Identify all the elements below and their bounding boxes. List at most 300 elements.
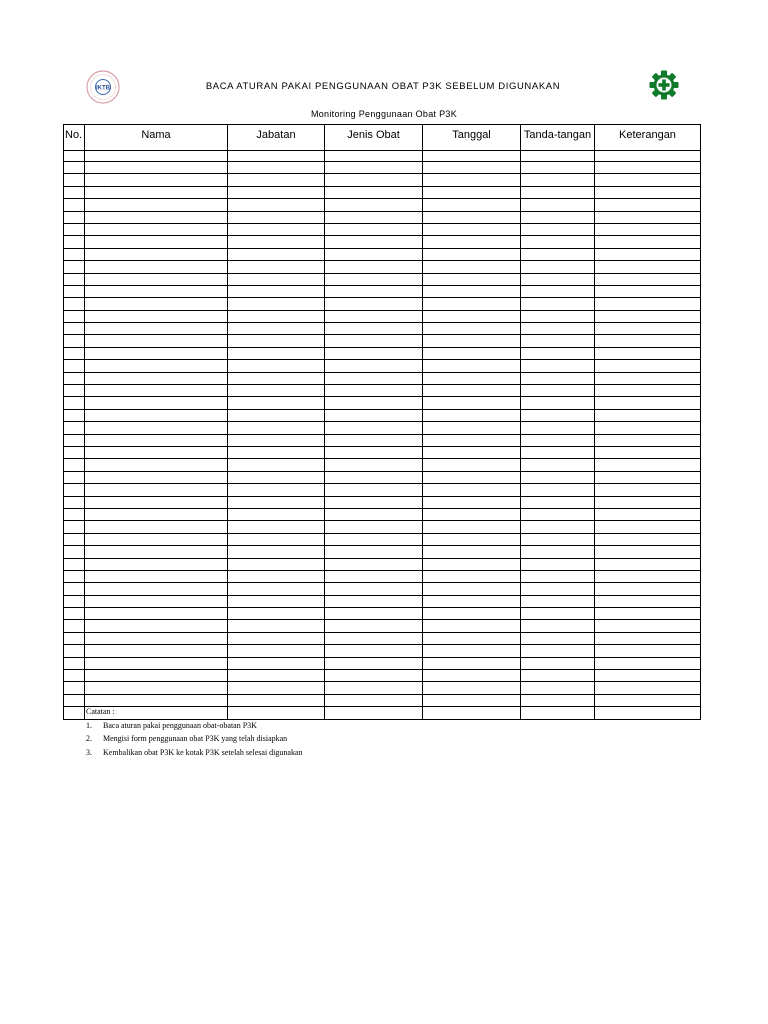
table-cell[interactable]	[423, 459, 521, 471]
table-cell[interactable]	[423, 199, 521, 211]
table-cell[interactable]	[228, 645, 325, 657]
table-cell[interactable]	[228, 459, 325, 471]
table-cell[interactable]	[423, 323, 521, 335]
table-cell[interactable]	[521, 335, 595, 347]
table-cell[interactable]	[325, 546, 423, 558]
table-cell[interactable]	[595, 151, 701, 162]
table-cell[interactable]	[325, 694, 423, 706]
table-cell[interactable]	[521, 174, 595, 186]
table-cell[interactable]	[325, 273, 423, 285]
table-cell[interactable]	[325, 508, 423, 520]
table-cell[interactable]	[325, 570, 423, 582]
table-cell[interactable]	[64, 211, 85, 223]
table-cell[interactable]	[595, 310, 701, 322]
table-cell[interactable]	[595, 682, 701, 694]
table-cell[interactable]	[64, 508, 85, 520]
table-cell[interactable]	[64, 285, 85, 297]
table-cell[interactable]	[228, 521, 325, 533]
table-cell[interactable]	[64, 409, 85, 421]
table-cell[interactable]	[64, 335, 85, 347]
table-cell[interactable]	[64, 397, 85, 409]
table-cell[interactable]	[423, 397, 521, 409]
table-cell[interactable]	[423, 434, 521, 446]
table-cell[interactable]	[595, 162, 701, 174]
table-cell[interactable]	[228, 595, 325, 607]
table-cell[interactable]	[595, 434, 701, 446]
table-cell[interactable]	[85, 471, 228, 483]
table-cell[interactable]	[85, 446, 228, 458]
table-cell[interactable]	[228, 533, 325, 545]
table-cell[interactable]	[228, 422, 325, 434]
table-cell[interactable]	[595, 347, 701, 359]
table-cell[interactable]	[325, 397, 423, 409]
table-cell[interactable]	[325, 632, 423, 644]
table-cell[interactable]	[521, 434, 595, 446]
table-cell[interactable]	[521, 645, 595, 657]
table-cell[interactable]	[85, 422, 228, 434]
table-cell[interactable]	[228, 285, 325, 297]
table-cell[interactable]	[325, 496, 423, 508]
table-cell[interactable]	[64, 186, 85, 198]
table-cell[interactable]	[595, 657, 701, 669]
table-cell[interactable]	[228, 508, 325, 520]
table-cell[interactable]	[423, 223, 521, 235]
table-cell[interactable]	[423, 496, 521, 508]
table-cell[interactable]	[423, 422, 521, 434]
table-cell[interactable]	[325, 608, 423, 620]
table-cell[interactable]	[228, 620, 325, 632]
table-cell[interactable]	[85, 372, 228, 384]
table-cell[interactable]	[85, 682, 228, 694]
table-cell[interactable]	[521, 496, 595, 508]
table-cell[interactable]	[228, 471, 325, 483]
table-cell[interactable]	[85, 397, 228, 409]
table-cell[interactable]	[85, 496, 228, 508]
table-cell[interactable]	[521, 682, 595, 694]
table-cell[interactable]	[228, 199, 325, 211]
table-cell[interactable]	[521, 546, 595, 558]
table-cell[interactable]	[64, 434, 85, 446]
table-cell[interactable]	[64, 310, 85, 322]
table-cell[interactable]	[325, 199, 423, 211]
table-cell[interactable]	[228, 335, 325, 347]
table-cell[interactable]	[325, 521, 423, 533]
table-cell[interactable]	[521, 298, 595, 310]
table-cell[interactable]	[228, 484, 325, 496]
table-cell[interactable]	[325, 533, 423, 545]
table-cell[interactable]	[85, 285, 228, 297]
table-cell[interactable]	[521, 694, 595, 706]
table-cell[interactable]	[85, 236, 228, 248]
table-cell[interactable]	[64, 546, 85, 558]
table-cell[interactable]	[64, 595, 85, 607]
table-cell[interactable]	[423, 620, 521, 632]
table-cell[interactable]	[521, 261, 595, 273]
table-cell[interactable]	[325, 707, 423, 719]
table-cell[interactable]	[325, 385, 423, 397]
table-cell[interactable]	[325, 595, 423, 607]
table-cell[interactable]	[595, 422, 701, 434]
table-cell[interactable]	[64, 199, 85, 211]
table-cell[interactable]	[85, 347, 228, 359]
table-cell[interactable]	[64, 583, 85, 595]
table-cell[interactable]	[85, 323, 228, 335]
table-cell[interactable]	[595, 632, 701, 644]
table-cell[interactable]	[85, 608, 228, 620]
table-cell[interactable]	[521, 162, 595, 174]
table-cell[interactable]	[521, 583, 595, 595]
table-cell[interactable]	[64, 273, 85, 285]
table-cell[interactable]	[423, 595, 521, 607]
table-cell[interactable]	[85, 670, 228, 682]
table-cell[interactable]	[325, 335, 423, 347]
table-cell[interactable]	[325, 360, 423, 372]
table-cell[interactable]	[521, 608, 595, 620]
table-cell[interactable]	[595, 211, 701, 223]
table-cell[interactable]	[423, 372, 521, 384]
table-cell[interactable]	[85, 558, 228, 570]
table-cell[interactable]	[228, 298, 325, 310]
table-cell[interactable]	[64, 248, 85, 260]
table-cell[interactable]	[595, 707, 701, 719]
table-cell[interactable]	[64, 446, 85, 458]
table-cell[interactable]	[521, 186, 595, 198]
table-cell[interactable]	[228, 273, 325, 285]
table-cell[interactable]	[228, 248, 325, 260]
table-cell[interactable]	[595, 223, 701, 235]
table-cell[interactable]	[85, 223, 228, 235]
table-cell[interactable]	[521, 595, 595, 607]
table-cell[interactable]	[228, 261, 325, 273]
table-cell[interactable]	[521, 422, 595, 434]
table-cell[interactable]	[521, 223, 595, 235]
table-cell[interactable]	[85, 248, 228, 260]
table-cell[interactable]	[595, 620, 701, 632]
table-cell[interactable]	[85, 657, 228, 669]
table-cell[interactable]	[325, 422, 423, 434]
table-cell[interactable]	[228, 558, 325, 570]
table-cell[interactable]	[325, 151, 423, 162]
table-cell[interactable]	[423, 236, 521, 248]
table-cell[interactable]	[595, 298, 701, 310]
table-cell[interactable]	[595, 372, 701, 384]
table-cell[interactable]	[521, 657, 595, 669]
table-cell[interactable]	[228, 583, 325, 595]
table-cell[interactable]	[521, 360, 595, 372]
table-cell[interactable]	[325, 620, 423, 632]
table-cell[interactable]	[521, 236, 595, 248]
table-cell[interactable]	[423, 608, 521, 620]
table-cell[interactable]	[85, 645, 228, 657]
table-cell[interactable]	[325, 484, 423, 496]
table-cell[interactable]	[595, 385, 701, 397]
table-cell[interactable]	[521, 484, 595, 496]
table-cell[interactable]	[228, 496, 325, 508]
table-cell[interactable]	[64, 422, 85, 434]
table-cell[interactable]	[228, 162, 325, 174]
table-cell[interactable]	[423, 670, 521, 682]
table-cell[interactable]	[228, 682, 325, 694]
table-cell[interactable]	[423, 546, 521, 558]
table-cell[interactable]	[325, 347, 423, 359]
table-cell[interactable]	[325, 186, 423, 198]
table-cell[interactable]	[228, 670, 325, 682]
table-cell[interactable]	[64, 323, 85, 335]
table-cell[interactable]	[228, 570, 325, 582]
table-cell[interactable]	[521, 285, 595, 297]
table-cell[interactable]	[595, 323, 701, 335]
table-cell[interactable]	[85, 484, 228, 496]
table-cell[interactable]	[521, 310, 595, 322]
table-cell[interactable]	[423, 484, 521, 496]
table-cell[interactable]	[423, 273, 521, 285]
table-cell[interactable]	[325, 261, 423, 273]
table-cell[interactable]	[228, 446, 325, 458]
table-cell[interactable]	[64, 298, 85, 310]
table-cell[interactable]	[64, 496, 85, 508]
table-cell[interactable]	[228, 323, 325, 335]
table-cell[interactable]	[423, 335, 521, 347]
table-cell[interactable]	[85, 385, 228, 397]
table-cell[interactable]	[423, 409, 521, 421]
table-cell[interactable]	[228, 372, 325, 384]
table-cell[interactable]	[64, 236, 85, 248]
table-cell[interactable]	[423, 645, 521, 657]
table-cell[interactable]	[423, 347, 521, 359]
table-cell[interactable]	[595, 496, 701, 508]
table-cell[interactable]	[228, 632, 325, 644]
table-cell[interactable]	[423, 174, 521, 186]
table-cell[interactable]	[228, 186, 325, 198]
table-cell[interactable]	[85, 546, 228, 558]
table-cell[interactable]	[423, 533, 521, 545]
table-cell[interactable]	[64, 632, 85, 644]
table-cell[interactable]	[325, 372, 423, 384]
table-cell[interactable]	[64, 459, 85, 471]
table-cell[interactable]	[423, 682, 521, 694]
table-cell[interactable]	[423, 583, 521, 595]
table-cell[interactable]	[325, 211, 423, 223]
table-cell[interactable]	[85, 409, 228, 421]
table-cell[interactable]	[64, 360, 85, 372]
table-cell[interactable]	[325, 583, 423, 595]
table-cell[interactable]	[85, 459, 228, 471]
table-cell[interactable]	[521, 446, 595, 458]
table-cell[interactable]	[228, 657, 325, 669]
table-cell[interactable]	[228, 347, 325, 359]
table-cell[interactable]	[325, 310, 423, 322]
table-cell[interactable]	[423, 694, 521, 706]
table-cell[interactable]	[325, 236, 423, 248]
table-cell[interactable]	[595, 508, 701, 520]
table-cell[interactable]	[228, 397, 325, 409]
table-cell[interactable]	[228, 211, 325, 223]
table-cell[interactable]	[521, 397, 595, 409]
table-cell[interactable]	[228, 236, 325, 248]
table-cell[interactable]	[595, 236, 701, 248]
table-cell[interactable]	[85, 186, 228, 198]
table-cell[interactable]	[521, 372, 595, 384]
table-cell[interactable]	[85, 360, 228, 372]
table-cell[interactable]	[325, 670, 423, 682]
table-cell[interactable]	[85, 434, 228, 446]
table-cell[interactable]	[64, 707, 85, 719]
table-cell[interactable]	[521, 471, 595, 483]
table-cell[interactable]	[423, 211, 521, 223]
table-cell[interactable]	[85, 620, 228, 632]
table-cell[interactable]	[64, 521, 85, 533]
table-cell[interactable]	[521, 521, 595, 533]
table-cell[interactable]	[64, 620, 85, 632]
table-cell[interactable]	[85, 298, 228, 310]
table-cell[interactable]	[64, 484, 85, 496]
table-cell[interactable]	[64, 645, 85, 657]
table-cell[interactable]	[595, 199, 701, 211]
table-cell[interactable]	[595, 397, 701, 409]
table-cell[interactable]	[595, 446, 701, 458]
table-cell[interactable]	[595, 595, 701, 607]
table-cell[interactable]	[85, 335, 228, 347]
table-cell[interactable]	[521, 459, 595, 471]
table-cell[interactable]	[85, 273, 228, 285]
table-cell[interactable]	[595, 261, 701, 273]
table-cell[interactable]	[423, 285, 521, 297]
table-cell[interactable]	[521, 151, 595, 162]
table-cell[interactable]	[423, 558, 521, 570]
table-cell[interactable]	[521, 620, 595, 632]
table-cell[interactable]	[64, 694, 85, 706]
table-cell[interactable]	[595, 273, 701, 285]
table-cell[interactable]	[595, 409, 701, 421]
table-cell[interactable]	[85, 261, 228, 273]
table-cell[interactable]	[85, 508, 228, 520]
table-cell[interactable]	[228, 608, 325, 620]
table-cell[interactable]	[595, 608, 701, 620]
table-cell[interactable]	[423, 570, 521, 582]
table-cell[interactable]	[595, 186, 701, 198]
table-cell[interactable]	[85, 533, 228, 545]
table-cell[interactable]	[521, 570, 595, 582]
table-cell[interactable]	[423, 471, 521, 483]
table-cell[interactable]	[521, 707, 595, 719]
table-cell[interactable]	[595, 248, 701, 260]
table-cell[interactable]	[64, 372, 85, 384]
table-cell[interactable]	[521, 558, 595, 570]
table-cell[interactable]	[228, 360, 325, 372]
table-cell[interactable]	[423, 310, 521, 322]
table-cell[interactable]	[423, 657, 521, 669]
table-cell[interactable]	[325, 162, 423, 174]
table-cell[interactable]	[423, 151, 521, 162]
table-cell[interactable]	[595, 583, 701, 595]
table-cell[interactable]	[521, 409, 595, 421]
table-cell[interactable]	[325, 174, 423, 186]
table-cell[interactable]	[595, 174, 701, 186]
table-cell[interactable]	[325, 558, 423, 570]
table-cell[interactable]	[85, 174, 228, 186]
table-cell[interactable]	[521, 248, 595, 260]
table-cell[interactable]	[85, 199, 228, 211]
table-cell[interactable]	[85, 151, 228, 162]
table-cell[interactable]	[325, 459, 423, 471]
table-cell[interactable]	[423, 508, 521, 520]
table-cell[interactable]	[595, 521, 701, 533]
table-cell[interactable]	[521, 533, 595, 545]
table-cell[interactable]	[64, 223, 85, 235]
table-cell[interactable]	[85, 521, 228, 533]
table-cell[interactable]	[521, 508, 595, 520]
table-cell[interactable]	[325, 446, 423, 458]
table-cell[interactable]	[325, 409, 423, 421]
table-cell[interactable]	[325, 657, 423, 669]
table-cell[interactable]	[64, 174, 85, 186]
table-cell[interactable]	[595, 459, 701, 471]
table-cell[interactable]	[228, 434, 325, 446]
table-cell[interactable]	[521, 273, 595, 285]
table-cell[interactable]	[595, 335, 701, 347]
table-cell[interactable]	[423, 632, 521, 644]
table-cell[interactable]	[64, 162, 85, 174]
table-cell[interactable]	[228, 223, 325, 235]
table-cell[interactable]	[64, 570, 85, 582]
table-cell[interactable]	[64, 533, 85, 545]
table-cell[interactable]	[595, 533, 701, 545]
table-cell[interactable]	[64, 385, 85, 397]
table-cell[interactable]	[521, 211, 595, 223]
table-cell[interactable]	[64, 670, 85, 682]
table-cell[interactable]	[228, 409, 325, 421]
table-cell[interactable]	[64, 261, 85, 273]
table-cell[interactable]	[64, 151, 85, 162]
table-cell[interactable]	[423, 707, 521, 719]
table-cell[interactable]	[595, 471, 701, 483]
table-cell[interactable]	[595, 546, 701, 558]
table-cell[interactable]	[423, 162, 521, 174]
table-cell[interactable]	[325, 434, 423, 446]
table-cell[interactable]	[423, 446, 521, 458]
table-cell[interactable]	[64, 682, 85, 694]
table-cell[interactable]	[325, 285, 423, 297]
table-cell[interactable]	[423, 521, 521, 533]
table-cell[interactable]	[423, 248, 521, 260]
table-cell[interactable]	[521, 199, 595, 211]
table-cell[interactable]	[423, 360, 521, 372]
table-cell[interactable]	[64, 657, 85, 669]
table-cell[interactable]	[228, 174, 325, 186]
table-cell[interactable]	[325, 298, 423, 310]
table-cell[interactable]	[85, 162, 228, 174]
table-cell[interactable]	[85, 632, 228, 644]
table-cell[interactable]	[595, 558, 701, 570]
table-cell[interactable]	[595, 570, 701, 582]
table-cell[interactable]	[423, 385, 521, 397]
table-cell[interactable]	[521, 385, 595, 397]
table-cell[interactable]	[423, 261, 521, 273]
table-cell[interactable]	[325, 682, 423, 694]
table-cell[interactable]	[85, 310, 228, 322]
table-cell[interactable]	[521, 632, 595, 644]
table-cell[interactable]	[595, 645, 701, 657]
table-cell[interactable]	[325, 248, 423, 260]
table-cell[interactable]	[64, 347, 85, 359]
table-cell[interactable]	[521, 323, 595, 335]
table-cell[interactable]	[423, 298, 521, 310]
table-cell[interactable]	[595, 484, 701, 496]
table-cell[interactable]	[228, 151, 325, 162]
table-cell[interactable]	[423, 186, 521, 198]
table-cell[interactable]	[228, 546, 325, 558]
table-cell[interactable]	[521, 347, 595, 359]
